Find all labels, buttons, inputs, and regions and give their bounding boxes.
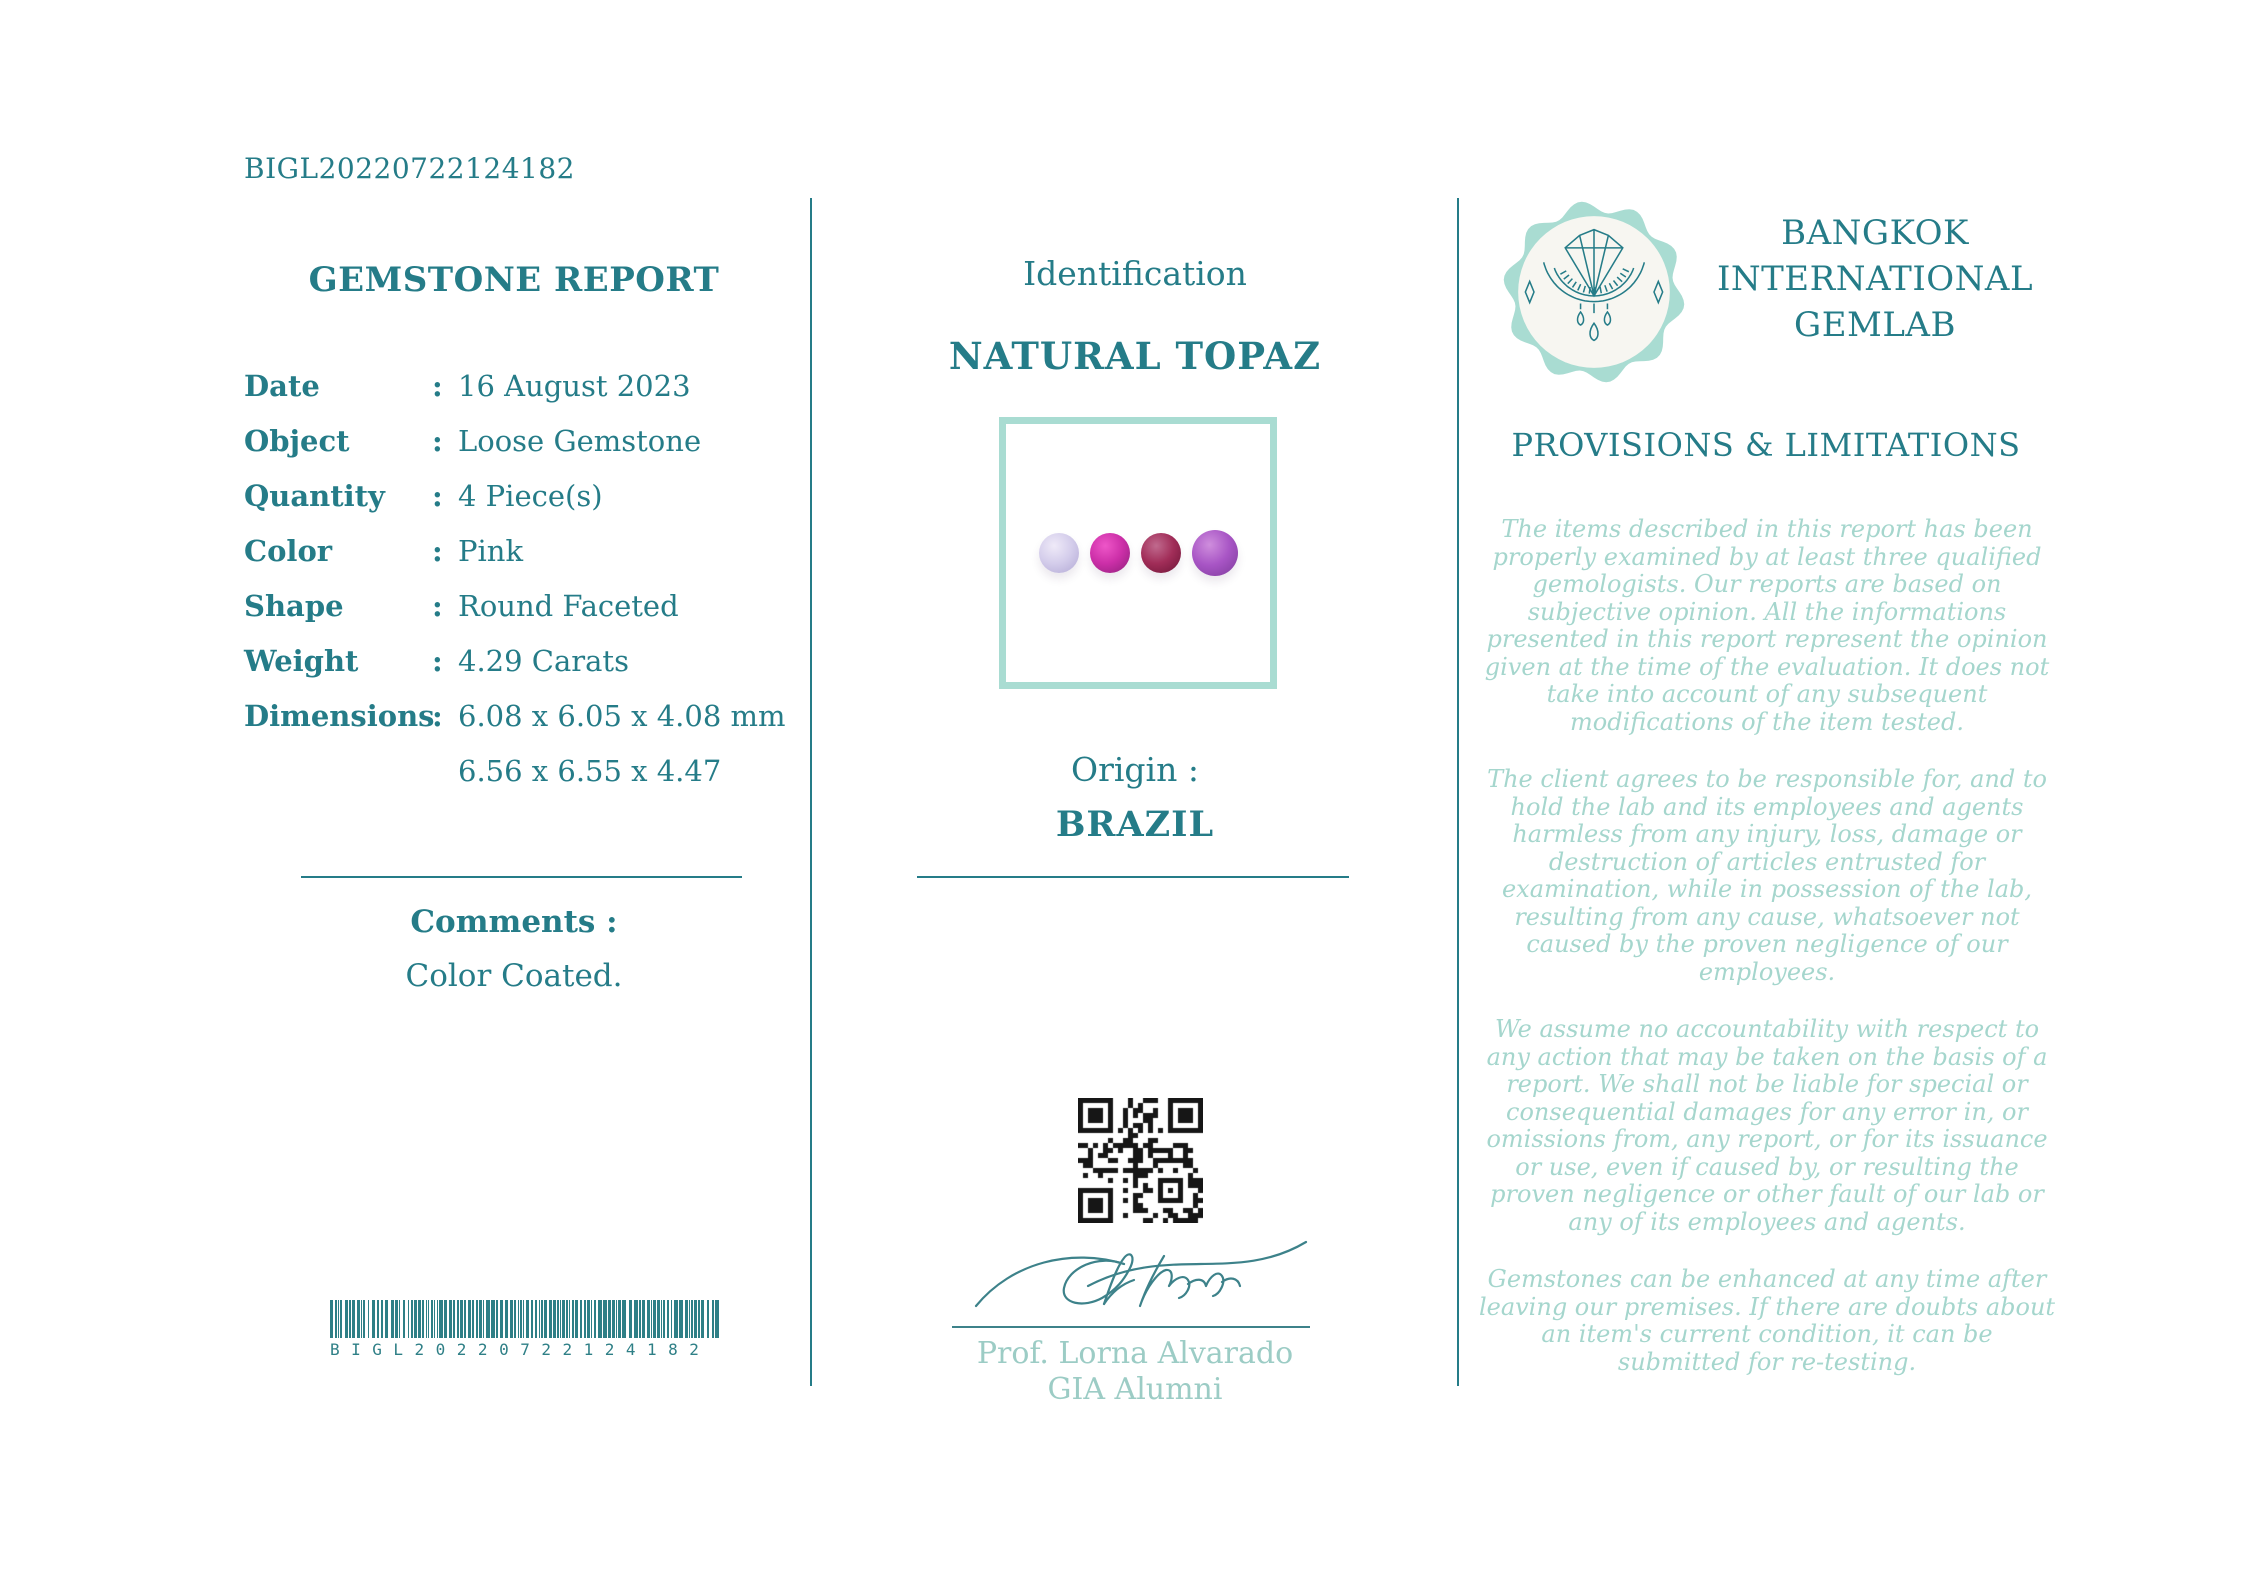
barcode-text: BIGL20220722124182 (330, 1340, 711, 1359)
origin-divider-line (917, 876, 1349, 878)
field-row-object (244, 413, 792, 468)
qr-code (1078, 1098, 1203, 1223)
origin-label: Origin : (1071, 750, 1199, 789)
comments-divider-line (301, 876, 742, 878)
identification-value: NATURAL TOPAZ (948, 334, 1322, 378)
report-title: GEMSTONE REPORT (308, 260, 720, 300)
field-label: Weight (244, 643, 359, 678)
field-row-shape (244, 578, 792, 633)
field-label: Shape (244, 588, 344, 623)
field-row-weight (244, 633, 792, 688)
column-divider-right (1457, 198, 1459, 1386)
qr-code-canvas (1078, 1098, 1203, 1223)
field-row-quantity (244, 468, 792, 523)
gemlab-logo-icon (1498, 196, 1690, 388)
field-row-date (244, 358, 792, 413)
field-colon: : (432, 478, 443, 513)
signatory-name: Prof. Lorna Alvarado (976, 1336, 1294, 1371)
gemstone-photo (999, 417, 1277, 689)
field-value: Round Faceted (458, 588, 679, 623)
provisions-paragraph: The items described in this report has been properly examined by at least three qualified gemologists. Our reports are based on subjective opinion. All the informations presented in this report represent the opinion given at the time of the evaluation. It does not take into account of any subsequent modifications of the item tested. (1484, 515, 2050, 736)
provisions-paragraph: Gemstones can be enhanced at any time after leaving our premises. If there are doubts about an item's current condition, it can be submitted for re-testing. (1478, 1265, 2056, 1376)
gemstone-pale-lavender (1039, 533, 1079, 573)
identification-section-label: Identification (1023, 254, 1247, 293)
provisions-title: PROVISIONS & LIMITATIONS (1511, 426, 2021, 464)
signature-line (952, 1326, 1310, 1328)
field-value: 16 August 2023 (458, 368, 691, 403)
field-value: 6.56 x 6.55 x 4.47 (458, 753, 722, 788)
report-number: BIGL20220722124182 (244, 152, 575, 185)
field-label: Object (244, 423, 350, 458)
origin-value: BRAZIL (1055, 804, 1215, 845)
comments-value: Color Coated. (405, 958, 623, 994)
comments-label: Comments : (410, 904, 618, 940)
field-label: Quantity (244, 478, 385, 513)
field-value: 4 Piece(s) (458, 478, 603, 513)
column-divider-left (810, 198, 812, 1386)
field-value: 6.08 x 6.05 x 4.08 mm (458, 698, 786, 733)
report-fields (244, 358, 792, 798)
field-row-color (244, 523, 792, 578)
field-value: 4.29 Carats (458, 643, 629, 678)
provisions-paragraph: The client agrees to be responsible for, and to hold the lab and its employees and agents harmless from any injury, loss, damage or destruction of articles entrusted for examination, while in possession of the lab, resulting from any cause, whatsoever not caused by the proven negligence of our employees. (1487, 765, 2047, 986)
gemstone-orchid-purple (1192, 530, 1238, 576)
provisions-paragraph: We assume no accountability with respect to any action that may be taken on the basis of a report. We shall not be liable for special or consequential damages for any error in, or omissions from, any report, or for its issuance or use, even if caused by, or resulting the proven negligence or other fault of our lab or any of its employees and agents. (1486, 1015, 2048, 1236)
field-colon: : (432, 643, 443, 678)
field-label: Color (244, 533, 333, 568)
provisions-paragraphs (1478, 516, 2056, 1406)
field-row-dimensions-extra (244, 743, 792, 798)
field-colon: : (432, 423, 443, 458)
field-colon: : (432, 698, 443, 733)
field-label: Dimensions (244, 698, 435, 733)
lab-name: BANGKOK INTERNATIONAL GEMLAB (1716, 213, 2034, 345)
field-colon: : (432, 368, 443, 403)
field-label: Date (244, 368, 320, 403)
signatory-title: GIA Alumni (1047, 1372, 1223, 1407)
barcode (330, 1300, 722, 1359)
barcode-bars (330, 1300, 722, 1338)
field-row-dimensions (244, 688, 792, 743)
field-value: Loose Gemstone (458, 423, 702, 458)
signature-handwritten (968, 1236, 1312, 1328)
field-colon: : (432, 533, 443, 568)
gemstone-dark-raspberry (1141, 533, 1181, 573)
field-value: Pink (458, 533, 524, 568)
field-colon: : (432, 588, 443, 623)
gemstone-vivid-magenta (1090, 533, 1130, 573)
